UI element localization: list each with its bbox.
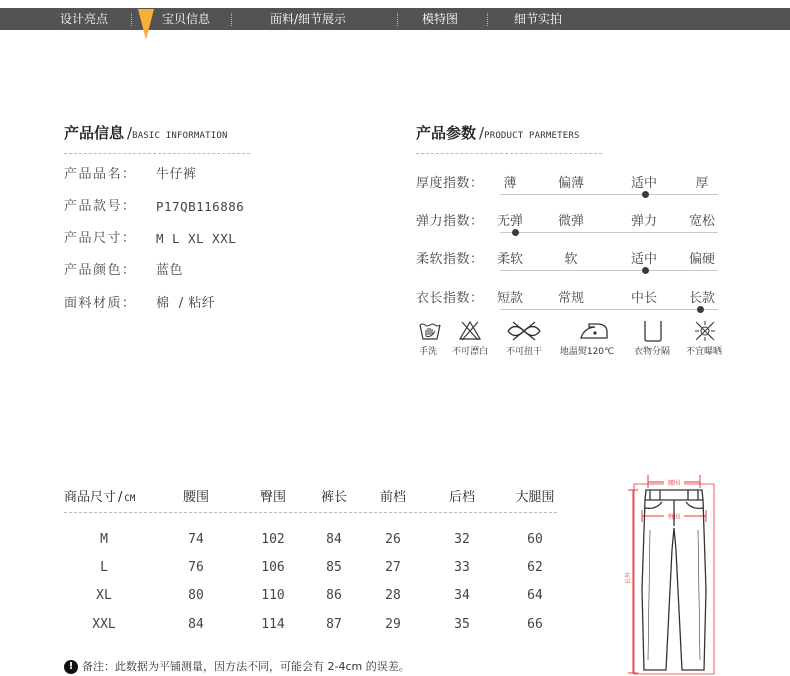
param-indicator-dot <box>642 267 649 274</box>
size-table-cell: 33 <box>454 560 470 575</box>
size-label: XXL <box>92 617 116 632</box>
care-label-no-sun: 不宜曝晒 <box>685 347 722 357</box>
nav-separator <box>231 13 232 26</box>
param-scale-line <box>500 232 718 233</box>
product-params-subtitle: PRODUCT PARMETERS <box>484 131 580 141</box>
size-table-header: 后档 <box>448 490 475 505</box>
param-option: 宽松 <box>688 214 715 229</box>
iron-low-temp-icon <box>579 320 609 342</box>
size-table-cell: 80 <box>188 588 204 603</box>
product-info-heading <box>64 122 228 143</box>
size-table-header: 臀围 <box>259 490 286 505</box>
info-label: 产品颜色： <box>64 263 137 278</box>
param-option: 短款 <box>496 291 523 306</box>
info-label: 产品品名： <box>64 167 137 182</box>
param-label: 衣长指数： <box>416 291 484 306</box>
size-label: XL <box>96 588 112 603</box>
param-label: 柔软指数： <box>416 252 484 267</box>
info-value: M L XL XXL <box>156 231 237 246</box>
param-indicator-dot <box>697 306 704 313</box>
param-scale-line <box>500 309 718 310</box>
heading-slash: / <box>118 490 123 505</box>
param-option: 弹力 <box>630 214 657 229</box>
size-table-header: 前档 <box>379 490 406 505</box>
size-table-cell: 66 <box>527 617 543 632</box>
param-option: 柔软 <box>496 252 523 267</box>
param-scale-line <box>500 270 718 271</box>
heading-slash: / <box>127 124 133 142</box>
size-table-cell: 110 <box>261 588 285 603</box>
size-table-cell: 74 <box>188 532 204 547</box>
nav-separator <box>487 13 488 26</box>
no-wring-icon <box>505 320 543 342</box>
size-table-title <box>64 486 135 505</box>
nav-tab-detail-photos[interactable]: 细节实拍 <box>514 12 563 26</box>
hand-wash-icon <box>419 320 441 342</box>
product-info-subtitle: BASIC INFORMATION <box>132 131 228 141</box>
param-option: 常规 <box>557 291 584 306</box>
care-label-hand-wash: 手洗 <box>418 347 437 357</box>
param-option: 适中 <box>630 252 657 267</box>
nav-tab-fabric-details[interactable]: 面料/细节展示 <box>270 12 347 26</box>
nav-separator <box>397 13 398 26</box>
size-label: L <box>100 560 108 575</box>
pants-outline <box>642 490 706 670</box>
param-option: 厚 <box>695 176 709 191</box>
size-table-cell: 102 <box>261 532 285 547</box>
no-bleach-icon <box>459 320 481 342</box>
size-table-unit: CM <box>124 494 136 504</box>
active-tab-marker <box>138 9 154 40</box>
size-table-cell: 26 <box>385 532 401 547</box>
nav-tab-design-highlights[interactable]: 设计亮点 <box>60 12 109 26</box>
param-option: 中长 <box>630 291 657 306</box>
param-option: 薄 <box>503 176 517 191</box>
divider <box>416 153 602 154</box>
param-label: 弹力指数： <box>416 214 484 229</box>
table-divider <box>64 512 557 513</box>
size-table-cell: 35 <box>454 617 470 632</box>
size-table-header: 裤长 <box>320 490 347 505</box>
size-table-cell: 27 <box>385 560 401 575</box>
size-table-header: 大腿围 <box>515 490 555 505</box>
warning-icon: ! <box>64 660 78 674</box>
param-option: 软 <box>564 252 578 267</box>
size-table-title-text: 商品尺寸 <box>64 490 117 505</box>
note-text: 备注：此数据为平铺测量，因方法不同，可能会有 2-4cm 的误差。 <box>82 660 410 673</box>
param-option: 偏硬 <box>688 252 715 267</box>
size-table-cell: 60 <box>527 532 543 547</box>
size-table-cell: 114 <box>261 617 285 632</box>
info-label: 面料材质： <box>64 296 137 311</box>
top-nav-bar <box>0 8 790 30</box>
product-params-heading <box>416 122 580 143</box>
param-option: 长款 <box>688 291 715 306</box>
info-value: 棉 / 粘纤 <box>156 296 216 311</box>
nav-decorative-border <box>0 0 790 7</box>
info-value: P17QB116886 <box>156 199 245 214</box>
info-label: 产品款号： <box>64 199 137 214</box>
param-label: 厚度指数： <box>416 176 484 191</box>
care-label-no-bleach: 不可漂白 <box>451 347 488 357</box>
length-label: 长外 <box>625 571 632 585</box>
info-value: 牛仔裤 <box>156 167 197 182</box>
care-label-no-wring: 不可扭干 <box>505 347 542 357</box>
pants-measurement-diagram <box>620 470 728 676</box>
param-option: 偏薄 <box>557 176 584 191</box>
size-table-cell: 34 <box>454 588 470 603</box>
divider <box>64 153 250 154</box>
waist-label: 腰围 <box>667 480 681 487</box>
nav-tab-product-info[interactable]: 宝贝信息 <box>162 12 211 26</box>
no-sun-dry-icon <box>694 320 716 342</box>
size-table-cell: 32 <box>454 532 470 547</box>
info-value: 蓝色 <box>156 263 184 278</box>
nav-separator <box>131 13 132 26</box>
size-label: M <box>100 532 108 547</box>
size-table-cell: 86 <box>326 588 342 603</box>
product-info-title: 产品信息 <box>64 124 125 142</box>
nav-tab-model-photos[interactable]: 模特图 <box>422 12 459 26</box>
size-table-cell: 106 <box>261 560 285 575</box>
size-table-cell: 85 <box>326 560 342 575</box>
info-label: 产品尺寸： <box>64 231 137 246</box>
param-option: 适中 <box>630 176 657 191</box>
care-label-iron: 地温熨120℃ <box>559 347 615 357</box>
size-table-cell: 64 <box>527 588 543 603</box>
param-option: 无弹 <box>496 214 523 229</box>
size-table-header: 腰围 <box>182 490 209 505</box>
size-table-cell: 76 <box>188 560 204 575</box>
product-params-title: 产品参数 <box>416 124 477 142</box>
size-table-cell: 87 <box>326 617 342 632</box>
size-table-cell: 62 <box>527 560 543 575</box>
hip-label: 臀围 <box>667 514 681 521</box>
param-indicator-dot <box>642 191 649 198</box>
size-table-cell: 84 <box>188 617 204 632</box>
wash-separately-icon <box>642 320 664 342</box>
param-option: 微弹 <box>557 214 584 229</box>
size-table-cell: 84 <box>326 532 342 547</box>
size-table-cell: 28 <box>385 588 401 603</box>
heading-slash: / <box>479 124 485 142</box>
param-indicator-dot <box>512 229 519 236</box>
param-scale-line <box>500 194 718 195</box>
care-label-separate: 衣物分隔 <box>633 347 670 357</box>
size-table-cell: 29 <box>385 617 401 632</box>
